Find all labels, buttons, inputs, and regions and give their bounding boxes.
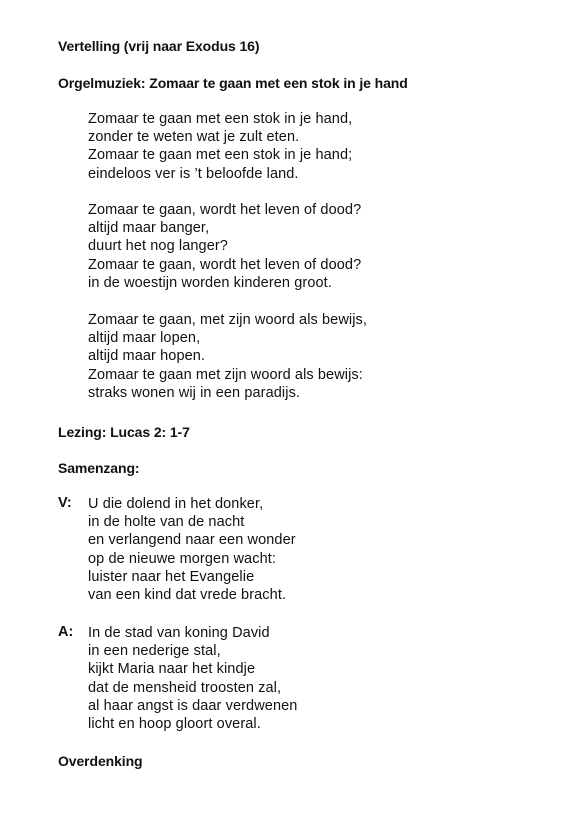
verse-line: U die dolend in het donker,: [88, 496, 264, 512]
verse-line: in de woestijn worden kinderen groot.: [88, 274, 332, 291]
verse-line: zonder te weten wat je zult eten.: [88, 129, 300, 146]
verse-line: eindeloos ver is ’t beloofde land.: [88, 165, 299, 182]
verse-line: Zomaar te gaan, wordt het leven of dood?: [88, 256, 362, 273]
verse-line: altijd maar hopen.: [88, 348, 206, 365]
samenzang-a-stanza: [88, 624, 297, 733]
verse-line: Zomaar te gaan, wordt het leven of dood?: [88, 202, 362, 218]
verse-line: Zomaar te gaan, met zijn woord als bewijs,: [88, 312, 368, 328]
verse-line: en verlangend naar een wonder: [88, 532, 296, 549]
song-stanza-3: [88, 311, 367, 402]
verse-line: op de nieuwe morgen wacht:: [88, 550, 276, 567]
verse-line: Zomaar te gaan met een stok in je hand;: [88, 147, 353, 164]
verse-line: altijd maar banger,: [88, 220, 210, 237]
verse-line: licht en hoop gloort overal.: [88, 715, 261, 732]
verse-line: in een nederige stal,: [88, 643, 221, 660]
verse-line: in de holte van de nacht: [88, 514, 245, 531]
samenzang-v-stanza: [88, 495, 296, 604]
heading-orgelmuziek: Orgelmuziek: Zomaar te gaan met een stok in je hand: [58, 75, 408, 91]
role-label-voorganger: V:: [58, 495, 72, 511]
verse-line: al haar angst is daar verdwenen: [88, 697, 298, 714]
verse-line: kijkt Maria naar het kindje: [88, 661, 256, 678]
verse-line: Zomaar te gaan met zijn woord als bewijs:: [88, 366, 363, 383]
heading-samenzang: Samenzang:: [58, 460, 140, 476]
heading-vertelling: Vertelling (vrij naar Exodus 16): [58, 38, 260, 54]
verse-line: duurt het nog langer?: [88, 238, 228, 255]
verse-line: van een kind dat vrede bracht.: [88, 586, 287, 603]
verse-line: altijd maar lopen,: [88, 330, 201, 347]
verse-line: luister naar het Evangelie: [88, 568, 255, 585]
song-stanza-2: [88, 201, 361, 292]
heading-lezing: Lezing: Lucas 2: 1-7: [58, 424, 190, 440]
verse-line: dat de mensheid troosten zal,: [88, 679, 282, 696]
verse-line: straks wonen wij in een paradijs.: [88, 384, 301, 401]
role-label-allen: A:: [58, 624, 74, 640]
verse-line: Zomaar te gaan met een stok in je hand,: [88, 111, 353, 127]
verse-line: In de stad van koning David: [88, 625, 270, 641]
song-stanza-1: [88, 110, 352, 183]
heading-overdenking: Overdenking: [58, 753, 143, 769]
